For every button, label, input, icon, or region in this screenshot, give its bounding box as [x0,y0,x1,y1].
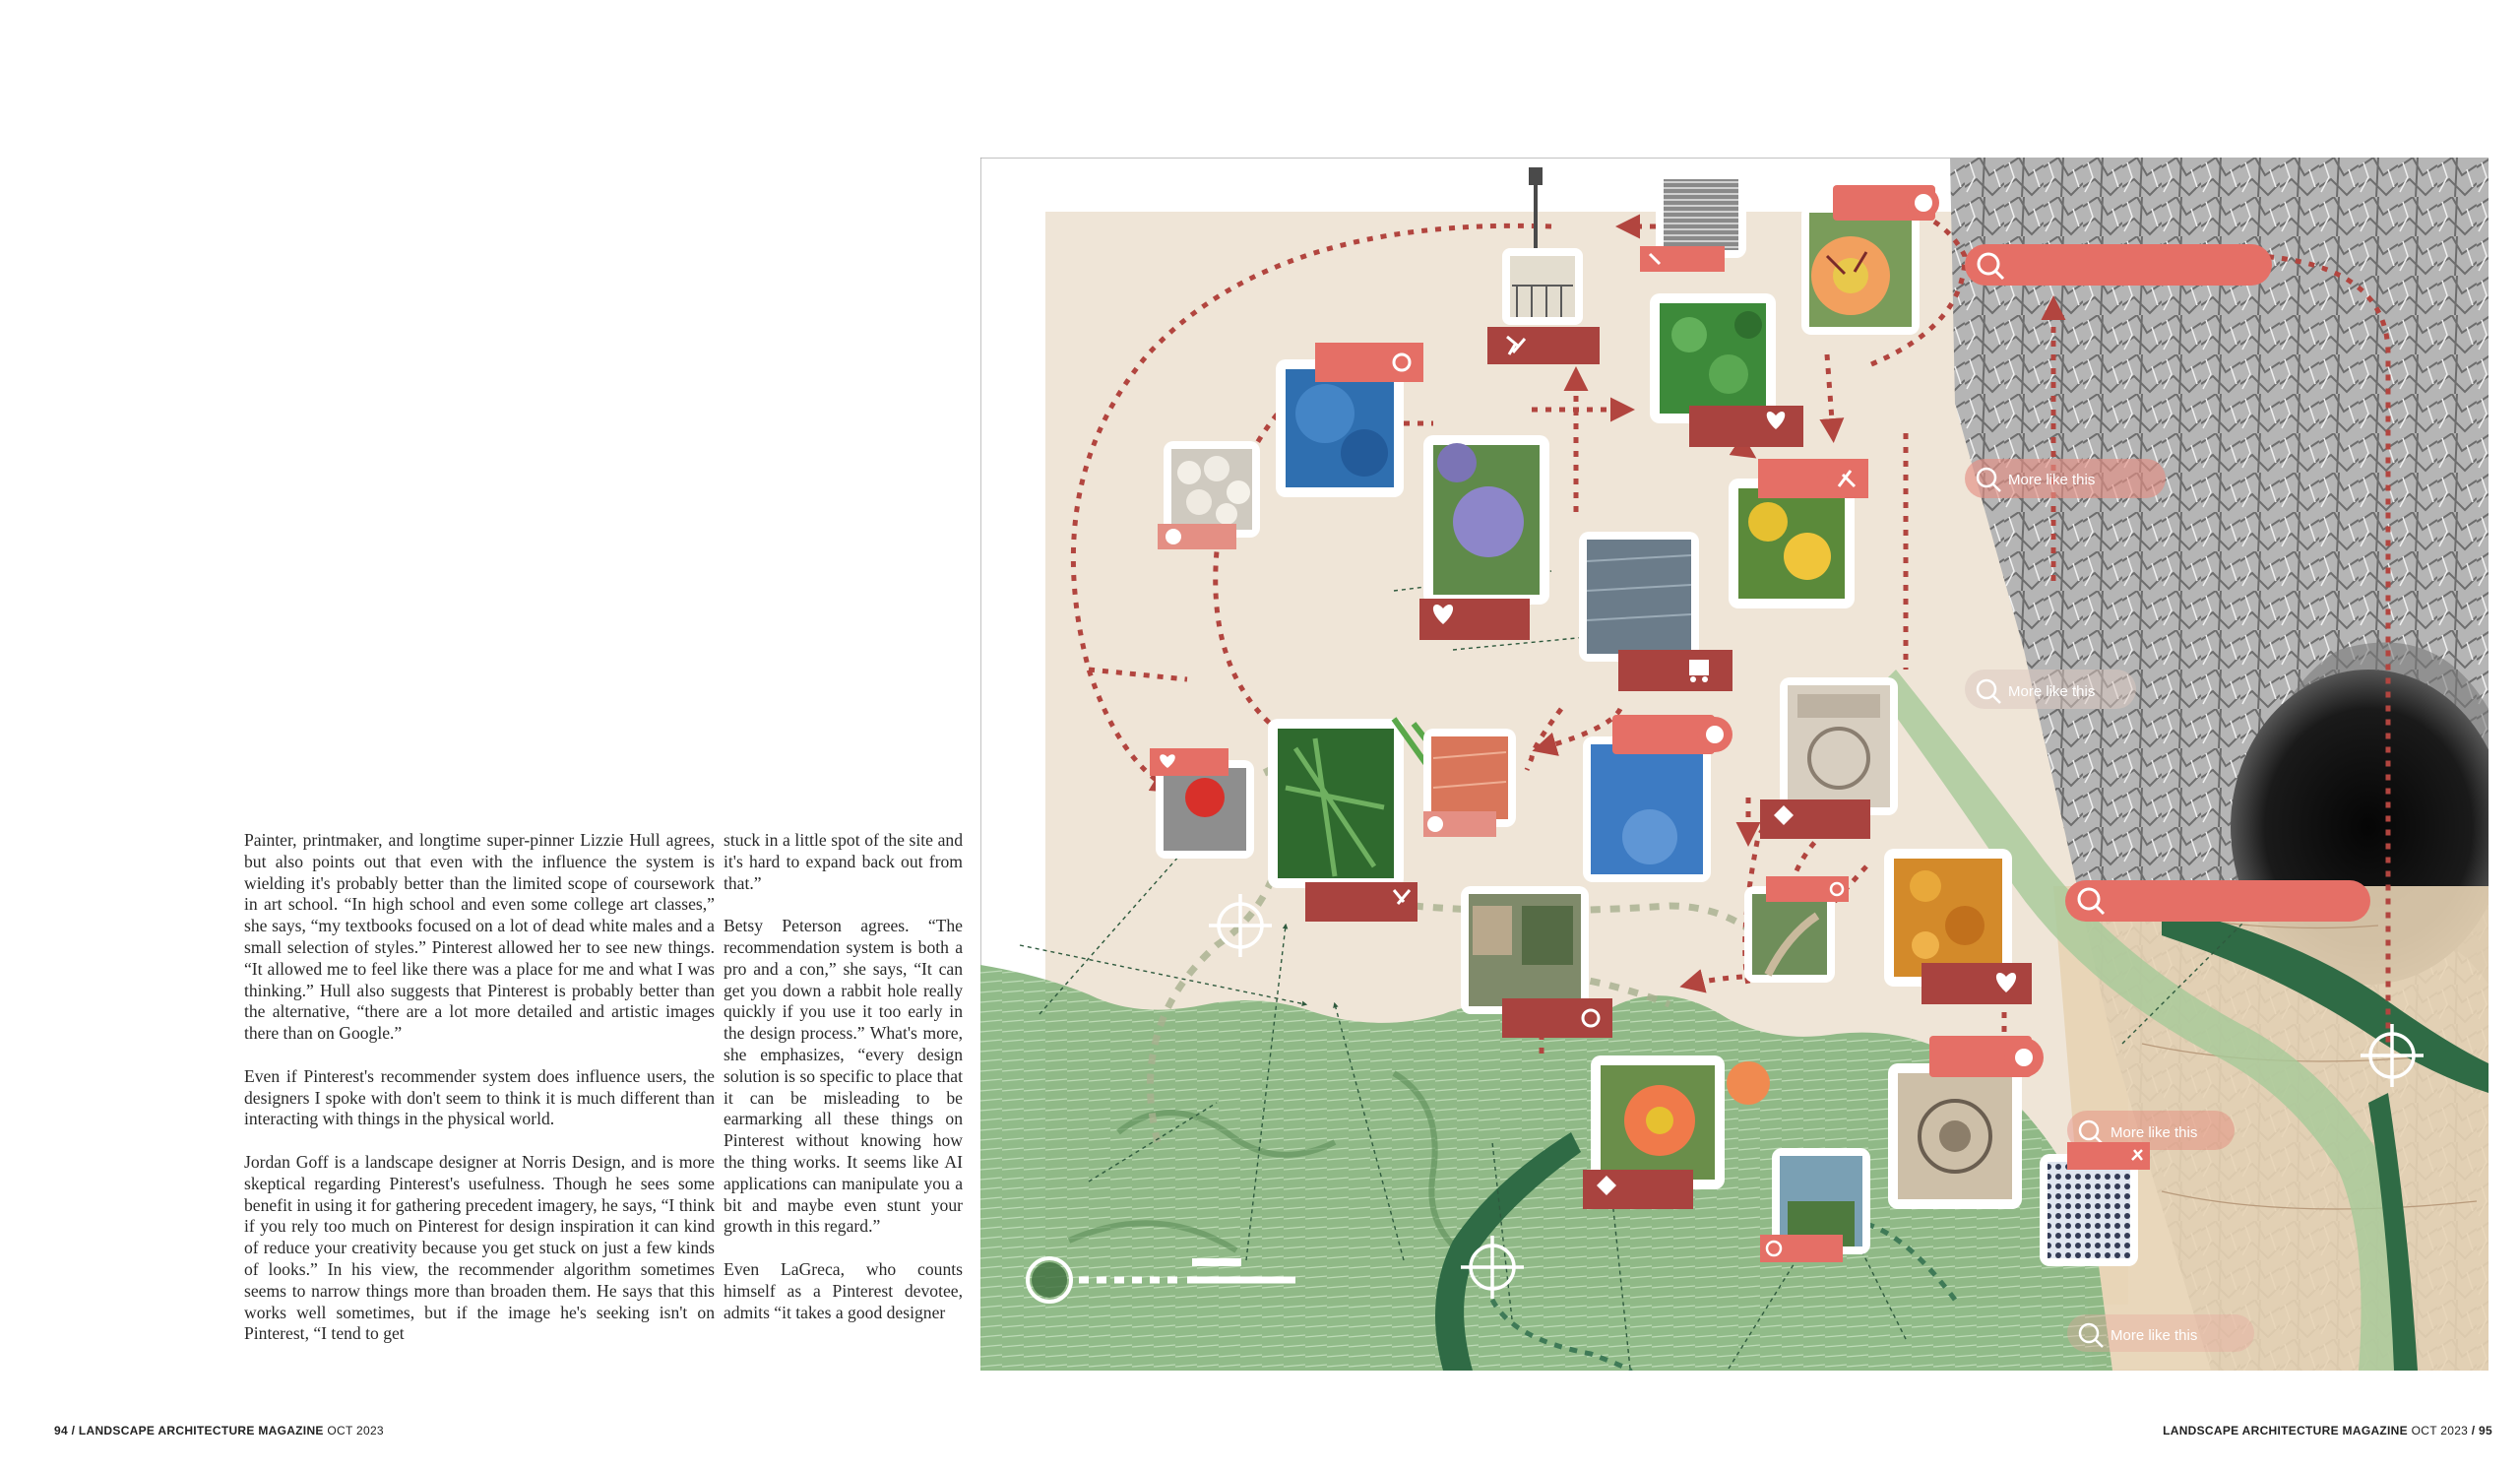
pin-card [1760,677,1898,839]
more-like-this-pill [1965,459,2166,498]
pin-card [1276,343,1423,497]
pin-card [1423,729,1516,837]
paragraph: stuck in a little spot of the site and it's hard to expand back out from that.” [724,830,963,893]
more-like-this-pill [2067,1314,2254,1352]
search-bar [2065,880,2370,922]
paragraph: Painter, printmaker, and longtime super-pinner Lizzie Hull agrees, but also points out that even with the influence the system is wielding it's probably better than the limited scope of coursework in art school. “In high school and even some college art classes,” she says, “my textbooks focused on a lot of dead white males and a small selection of styles.” Pinterest allowed her to see new things. “It allowed me to feel like there was a place for me and what I was thinking.” Hull also suggests that Pinterest is probably better than the alternative, “there are a lot more detailed and artistic images there than on Google.” [244,830,715,1044]
pin-card [2040,1142,2150,1266]
pin-card [1487,248,1600,364]
paragraph: Betsy Peterson agrees. “The recommendation system is both a pro and a con,” she says, “It can get you down a rabbit hole really quickly if you use it too early in the design process.” What's more, she emphasizes, “every design solution is so specific to place that it can be misleading to be earmarking all these things on Pinterest without knowing how the thing works. It seems like AI applications can manipulate you a bit and maybe even stunt your growth in this regard.” [724,916,963,1237]
more-like-this-label: More like this [2008,472,2096,488]
article-column-2 [724,830,963,1345]
pin-card [1640,171,1746,272]
pinterest-collage-illustration [980,158,2488,1371]
pin-card [1150,748,1254,859]
pin-card [1884,849,2032,1004]
more-like-this-label: More like this [2008,683,2096,700]
more-like-this-label: More like this [2110,1124,2198,1141]
pin-card [1729,459,1868,608]
article-column-1 [244,830,715,1367]
search-bar [1965,244,2272,286]
folio-right: LANDSCAPE ARCHITECTURE MAGAZINE OCT 2023 / 95 [2163,1424,2492,1438]
paragraph: Jordan Goff is a landscape designer at Norris Design, and is more skeptical regarding Pinterest's usefulness. Though he sees some benefit in using it for gathering precedent imagery, he says, “I think if you rely too much on Pinterest for design inspiration it can kind of reduce your creativity because you get stuck on just a few kinds of looks.” In his view, the recommender algorithm sometimes seems to narrow things more than broaden them. He says that this works well sometimes, but if the image he's seeking isn't on Pinterest, “I tend to get [244,1151,715,1344]
more-like-this-pill [1965,670,2136,709]
pin-card [1744,876,1849,983]
folio-left: 94 / LANDSCAPE ARCHITECTURE MAGAZINE OCT 2023 [54,1424,384,1438]
paragraph: Even LaGreca, who counts himself as a Pinterest devotee, admits “it takes a good designer [724,1258,963,1322]
paragraph: Even if Pinterest's recommender system does influence users, the designers I spoke with don't seem to think it is much different than interacting with things in the physical world. [244,1065,715,1129]
pin-card [1760,1148,1870,1262]
more-like-this-label: More like this [2110,1327,2198,1344]
pin-card [1158,441,1260,549]
pin-card [1583,715,1732,882]
pin-card [1801,185,1939,335]
